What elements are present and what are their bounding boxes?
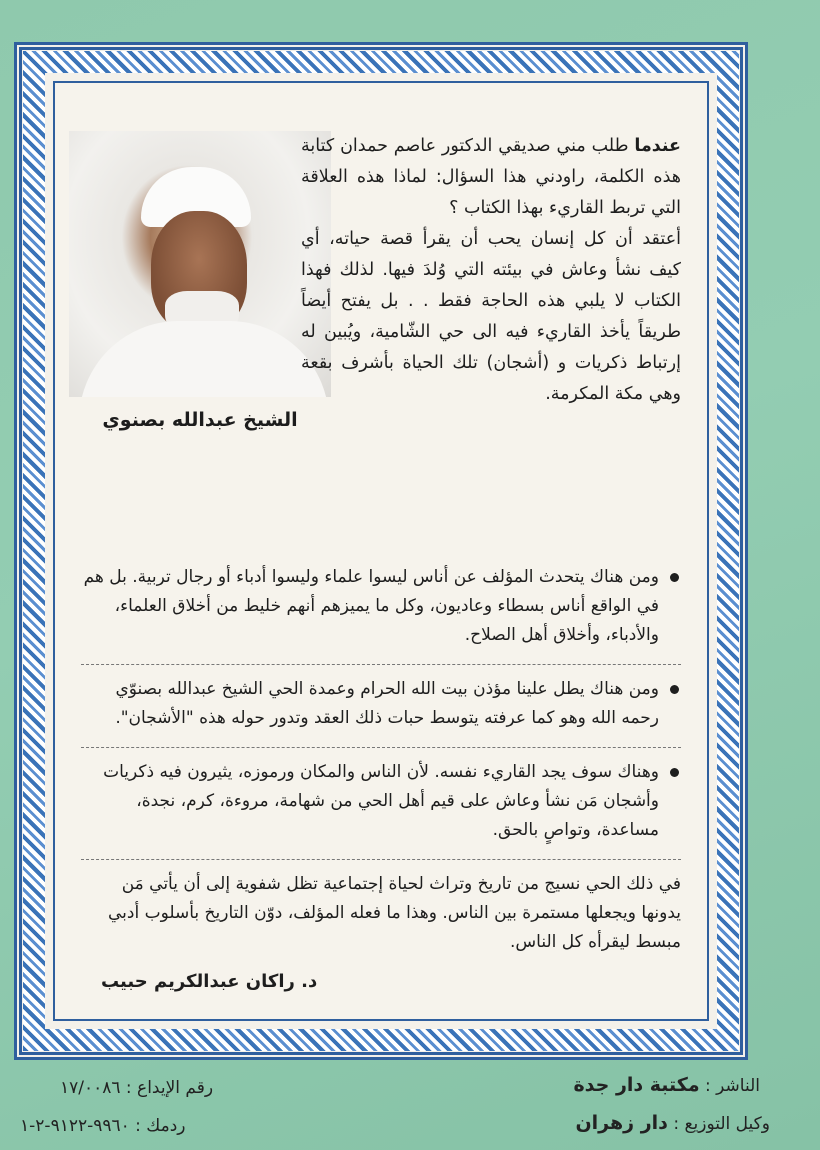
intro-text: طلب مني صديقي الدكتور عاصم حمدان كتابة هذه الكلمة، راودني هذا السؤال: لماذا هذه العلاقة التي تربط القاريء بهذا الكتاب ؟	[301, 136, 681, 218]
back-cover-frame	[14, 42, 748, 1060]
lead-word: عندما	[634, 136, 681, 156]
bullet-list	[81, 563, 681, 996]
intro-paragraph	[301, 131, 681, 410]
bullet-dot-icon	[670, 573, 679, 582]
bullet-dot-icon	[670, 768, 679, 777]
publisher-line: الناشر : مكتبة دار جدة	[573, 1074, 760, 1096]
dashed-divider	[81, 859, 681, 860]
intro-paragraph-2: أعتقد أن كل إنسان يحب أن يقرأ قصة حياته، أي كيف نشأ وعاش في بيئته التي وُلدَ فيها. لذلك فهذا الكتاب لا يلبي هذه الحاجة فقط . . بل يفتح أيضاً طريقاً يأخذ القاريء فيه الى حي الشّامية، ويُبين له إرتباط ذكريات و (أشجان) تلك الحياة بأشرف بقعة وهي مكة المكرمة.	[301, 229, 681, 404]
closing-paragraph: في ذلك الحي نسيج من تاريخ وتراث لحياة إجتماعية تظل شفوية إلى أن يأتي مَن يدونها ويجعلها مستمرة بين الناس. وهذا ما فعله المؤلف، دوّن التاريخ بأسلوب أدبي مبسط ليقرأه كل الناس.	[107, 874, 681, 952]
bullet-item: ومن هناك يطل علينا مؤذن بيت الله الحرام وعمدة الحي الشيخ عبدالله بصنوّي رحمه الله وهو كما عرفته يتوسط حبات ذلك العقد وتدور حوله هذه "الأشجان".	[81, 675, 681, 733]
distributor-line: وكيل التوزيع : دار زهران	[575, 1112, 770, 1134]
dashed-divider	[81, 664, 681, 665]
author-signature: د. راكان عبدالكريم حبيب	[101, 971, 318, 992]
text-panel	[53, 81, 709, 1021]
bullet-item: ومن هناك يتحدث المؤلف عن أناس ليسوا علماء وليسوا أدباء أو رجال تربية. بل هم في الواقع أناس بسطاء وعاديون، وكل ما يميزهم أنهم خليط من أخلاق العلماء، والأدباء، وأخلاق أهل الصلاح.	[81, 563, 681, 650]
portrait-photo	[69, 131, 331, 397]
portrait-caption: الشيخ عبدالله بصنوي	[102, 409, 298, 431]
bullet-dot-icon	[670, 685, 679, 694]
bullet-item: وهناك سوف يجد القاريء نفسه. لأن الناس والمكان ورموزه، يثيرون فيه ذكريات وأشجان مَن نشأ وعاش على قيم أهل الحي من شهامة، مروءة، كرم، نجدة، مساعدة، وتواصٍ بالحق.	[81, 758, 681, 845]
deposit-number-line: رقم الإيداع : ١٧/٠٠٨٦	[60, 1078, 214, 1098]
isbn-line: ردمك : ٩٩٦٠-٩١٢٢-٢-١	[20, 1116, 186, 1136]
dashed-divider	[81, 747, 681, 748]
